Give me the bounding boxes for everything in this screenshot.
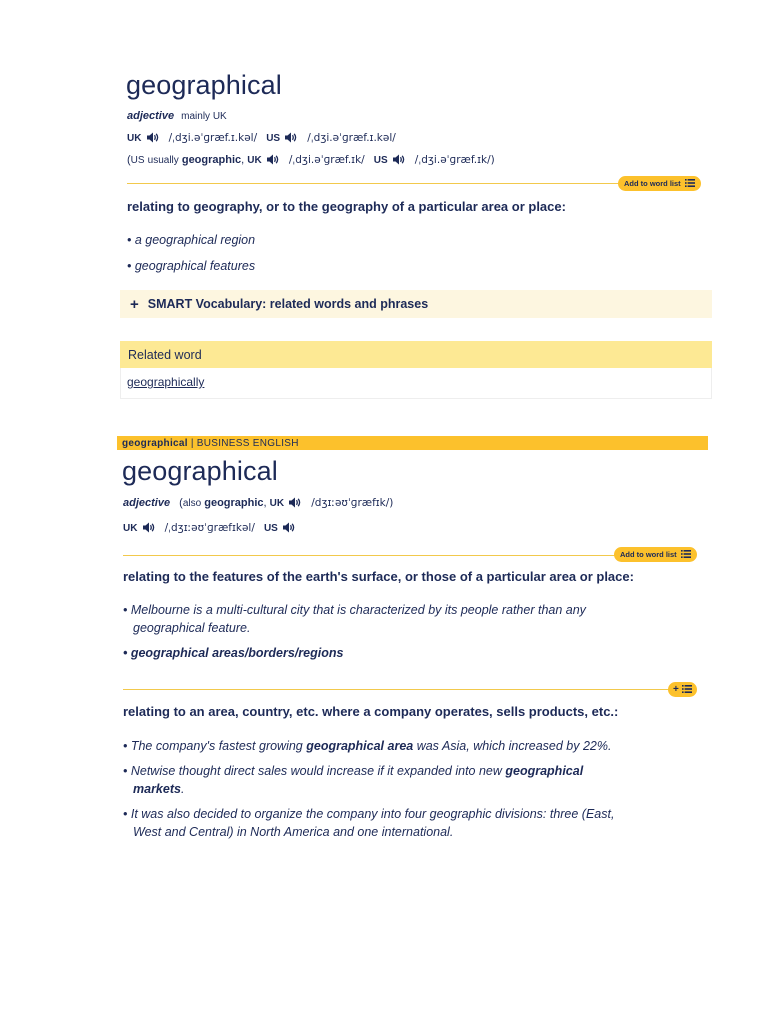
definition: relating to an area, country, etc. where a company operates, sells products, etc.: xyxy=(123,704,619,719)
example: • It was also decided to organize the company into four geographic divisions: three (East, xyxy=(123,807,615,821)
example: • a geographical region xyxy=(127,233,256,247)
uk-ipa: /ˌdʒɪːəʊˈɡræfɪkəl/ xyxy=(164,522,255,534)
add-to-word-list-label: Add to word list xyxy=(620,550,677,559)
example-text: • The company's fastest growing xyxy=(123,739,307,753)
pos-line xyxy=(127,110,227,122)
related-word-link[interactable]: geographically xyxy=(127,375,205,389)
smart-vocabulary-label: SMART Vocabulary: related words and phrases xyxy=(147,297,429,311)
example: • Melbourne is a multi-cultural city that is characterized by its people rather than any xyxy=(123,603,586,617)
paren-open: ( xyxy=(179,497,183,509)
list-icon xyxy=(682,685,692,695)
uk-label: UK xyxy=(127,133,142,144)
example-continuation xyxy=(133,780,184,798)
example: • geographical features xyxy=(127,259,256,273)
add-to-word-list-button[interactable] xyxy=(618,176,701,191)
speaker-icon[interactable] xyxy=(393,154,406,168)
banner-label: BUSINESS ENGLISH xyxy=(196,437,299,449)
alternative-ipa: /dʒɪːəʊˈɡræfɪk/) xyxy=(311,497,394,509)
usually-label: usually xyxy=(147,155,179,166)
pronunciation-line xyxy=(123,522,302,536)
alternative-form-line: (US usually geographic, UK /ˌdʒi.əˈɡræf.ɪk/ US /ˌdʒi.əˈɡræf.ɪk/) xyxy=(127,154,495,166)
add-to-word-list-button[interactable] xyxy=(614,547,697,562)
paren-open: ( xyxy=(127,154,131,166)
alternative-word: geographic xyxy=(181,154,242,166)
pos-line: adjective (also geographic, UK /dʒɪːəʊˈɡræfɪk/) xyxy=(123,497,394,509)
example-highlight: geographical area xyxy=(306,739,414,753)
example-highlight: markets xyxy=(133,782,181,796)
plus-icon: + xyxy=(673,684,679,695)
example-highlight: geographical xyxy=(505,764,584,778)
example-text: was Asia, which increased by 22%. xyxy=(413,739,612,753)
business-english-banner xyxy=(117,436,708,450)
grammar-label: mainly UK xyxy=(181,111,227,122)
banner-separator: | xyxy=(190,437,194,449)
example-continuation: West and Central) in North America and one international. xyxy=(133,825,454,839)
related-word-heading: Related word xyxy=(120,341,712,368)
definition: relating to the features of the earth's surface, or those of a particular area or place: xyxy=(123,569,634,584)
list-icon xyxy=(685,179,695,189)
add-to-word-list-small-button[interactable] xyxy=(668,682,697,697)
speaker-icon[interactable] xyxy=(285,132,298,146)
divider xyxy=(127,183,627,184)
us-label: US xyxy=(130,155,145,166)
speaker-icon[interactable] xyxy=(143,522,156,536)
us-label: US xyxy=(373,155,388,166)
speaker-icon[interactable] xyxy=(289,497,302,511)
uk-ipa: /ˌdʒi.əˈɡræf.ɪk/ xyxy=(288,154,365,166)
plus-icon: + xyxy=(130,295,139,313)
add-to-word-list-label: Add to word list xyxy=(624,179,681,188)
example: • geographical areas/borders/regions xyxy=(123,646,344,660)
divider xyxy=(123,555,623,556)
speaker-icon[interactable] xyxy=(147,132,160,146)
example-text: . xyxy=(180,782,185,796)
example xyxy=(123,762,583,780)
smart-vocabulary-button[interactable] xyxy=(120,290,712,318)
uk-label: UK xyxy=(269,498,285,509)
also-label: also xyxy=(182,498,202,509)
headword: geographical xyxy=(122,456,278,486)
uk-label: UK xyxy=(123,523,138,534)
speaker-icon[interactable] xyxy=(267,154,280,168)
us-ipa: /ˌdʒi.əˈɡræf.ɪk/) xyxy=(414,154,495,166)
definition: relating to geography, or to the geography of a particular area or place: xyxy=(127,199,566,214)
uk-label: UK xyxy=(247,155,262,166)
speaker-icon[interactable] xyxy=(283,522,296,536)
pronunciation-line xyxy=(127,132,396,146)
us-label: US xyxy=(266,133,281,144)
part-of-speech: adjective xyxy=(127,110,175,122)
uk-ipa: /ˌdʒi.əˈɡræf.ɪ.kəl/ xyxy=(168,132,258,144)
part-of-speech: adjective xyxy=(123,497,171,509)
list-icon xyxy=(681,550,691,560)
us-ipa: /ˌdʒi.əˈɡræf.ɪ.kəl/ xyxy=(307,132,396,144)
related-word-panel xyxy=(120,368,712,399)
banner-word: geographical xyxy=(122,437,188,449)
alternative-word: geographic xyxy=(204,497,264,509)
example-continuation: geographical feature. xyxy=(133,621,251,635)
us-label: US xyxy=(263,523,278,534)
divider xyxy=(123,689,670,690)
headword: geographical xyxy=(126,70,282,100)
example xyxy=(123,737,611,755)
example-text: • Netwise thought direct sales would increase if it expanded into new xyxy=(123,764,506,778)
